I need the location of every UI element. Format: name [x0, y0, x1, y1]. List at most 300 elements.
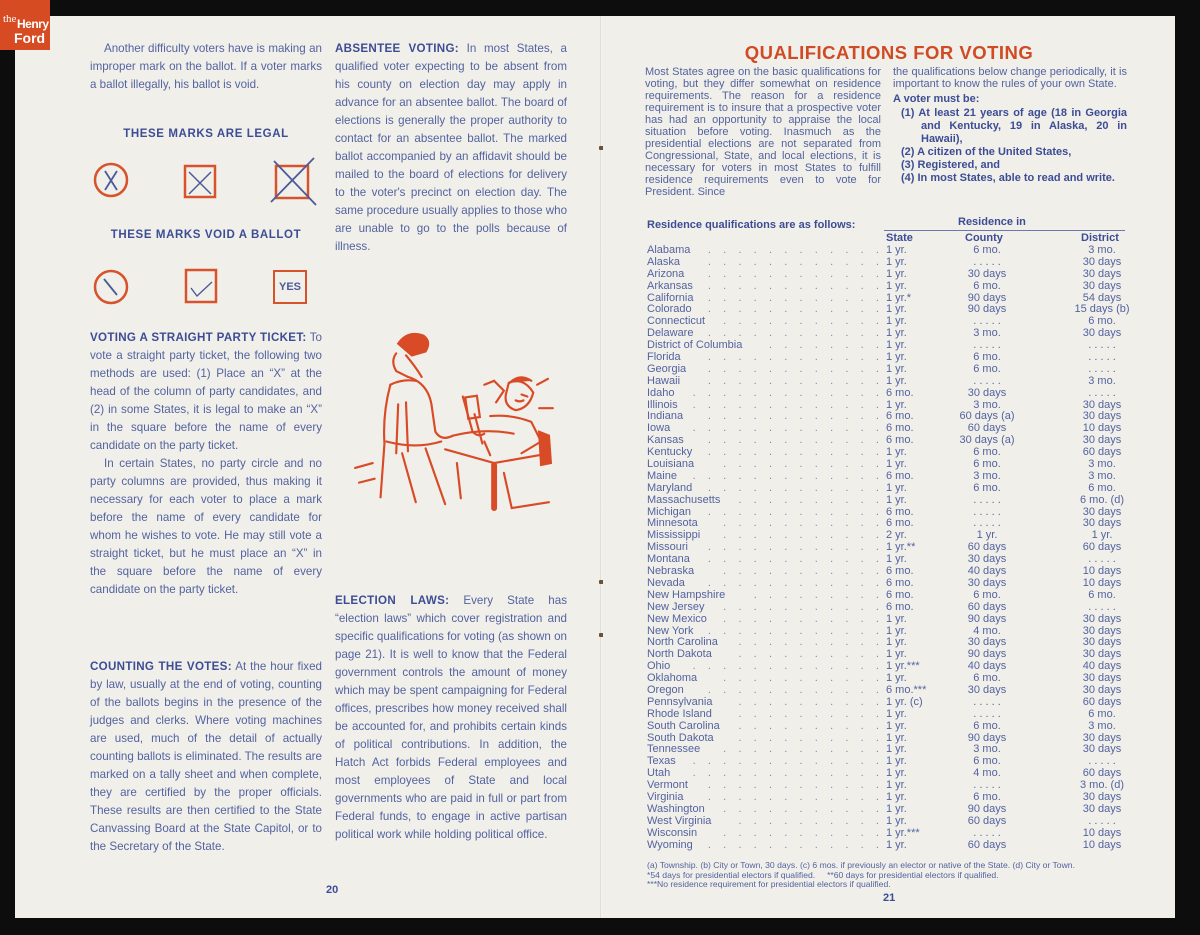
state-name: Oklahoma	[647, 672, 698, 685]
state-residence-value: 6 mo.	[886, 576, 914, 589]
state-residence-value: 1 yr.	[886, 636, 907, 649]
county-residence-value: . . . . .	[973, 315, 1001, 328]
table-row	[647, 376, 1137, 388]
page-20	[15, 16, 602, 918]
leader-dots: . . . . . . . . . .	[738, 494, 879, 506]
table-row	[647, 590, 1137, 602]
state-name: Maine	[647, 469, 677, 482]
state-residence-value: 1 yr.	[886, 719, 907, 732]
state-residence-value: 6 mo.	[886, 422, 914, 435]
leader-dots: . . . . . . . . . . . .	[707, 506, 879, 518]
county-residence-value: . . . . .	[973, 695, 1001, 708]
district-residence-value: 3 mo. (d)	[1079, 779, 1125, 792]
state-residence-value: 1 yr.	[886, 790, 907, 803]
county-residence-value: 30 days	[967, 386, 1007, 399]
logo-ford: Ford	[14, 30, 46, 46]
district-residence-value: 3 mo.	[1088, 244, 1116, 256]
state-residence-value: 6 mo.	[886, 588, 914, 601]
district-residence-value: . . . . .	[1088, 755, 1116, 768]
square-x-mark-icon	[183, 164, 223, 204]
district-residence-value: 30 days	[1082, 802, 1122, 815]
state-residence-value: 1 yr.	[886, 755, 907, 768]
residence-in-header: Residence in	[958, 216, 1026, 228]
county-residence-value: . . . . .	[973, 339, 1001, 352]
intro-left-column: Most States agree on the basic qualifications for voting, but they differ somewhat on residence requirements. The reason for a residence requirement is to insure that a prospective voter has had an opportunity to appraise the local situation before voting. Inasmuch as the presidential elections are not separated from Congressional, State, and local elections, it is necessary for voters in most States to fulfill residence requirements even to vote for President. Since	[645, 66, 881, 198]
state-residence-value: 1 yr.	[886, 707, 907, 720]
district-residence-value: 30 days	[1082, 624, 1122, 637]
election-laws-heading: ELECTION LAWS:	[335, 594, 450, 607]
state-name: Mississippi	[647, 529, 701, 542]
county-residence-value: 6 mo.	[973, 446, 1001, 459]
state-name: Washington	[647, 802, 705, 815]
district-residence-value: 6 mo.	[1088, 315, 1116, 328]
state-name: Nevada	[647, 576, 685, 589]
state-name: New York	[647, 624, 694, 637]
state-name: New Mexico	[647, 612, 707, 625]
state-residence-value: 2 yr.	[886, 529, 907, 542]
district-residence-value: 3 mo.	[1088, 469, 1116, 482]
state-name: Ohio	[647, 660, 671, 673]
state-residence-value: 1 yr.	[886, 398, 907, 411]
state-name: Arkansas	[647, 279, 693, 292]
table-row	[647, 804, 1137, 816]
state-residence-value: 1 yr.	[886, 624, 907, 637]
absentee-column	[335, 40, 567, 256]
state-name: California	[647, 291, 694, 304]
leader-dots: . . . . . . . . . .	[738, 637, 879, 649]
district-residence-value: . . . . .	[1088, 386, 1116, 399]
leader-dots: . . . . . . . . . . . .	[707, 268, 879, 280]
absentee-heading: ABSENTEE VOTING:	[335, 42, 459, 55]
state-name: North Dakota	[647, 648, 712, 661]
counting-votes-body: At the hour fixed by law, usually at the end of voting, counting of the ballots begins in the presence of the judges and clerks. Where voting machines are used, much of the detail of actually counting ballots is eliminated. The results are marked on a tally sheet and when complete, they are certified by the proper officials. These results are then certified to the State Canvassing Board at the State Capitol, or to the Secretary of the State.	[90, 660, 322, 853]
county-residence-value: 6 mo.	[973, 481, 1001, 494]
state-name: Wisconsin	[647, 826, 698, 839]
state-residence-value: 1 yr.	[886, 731, 907, 744]
county-residence-value: . . . . .	[973, 779, 1001, 792]
state-name: Alabama	[647, 244, 691, 256]
district-residence-value: . . . . .	[1088, 553, 1116, 566]
state-name: Wyoming	[647, 838, 693, 851]
district-residence-value: 3 mo.	[1088, 458, 1116, 471]
state-name: Montana	[647, 553, 690, 566]
state-name: New Jersey	[647, 600, 705, 613]
leader-dots: . . . . . . . . . . . .	[707, 245, 879, 256]
state-residence-value: 6 mo.	[886, 434, 914, 447]
yes-label: YES	[278, 281, 301, 293]
state-name: Utah	[647, 767, 671, 780]
state-name: Tennessee	[647, 743, 701, 756]
state-residence-value: 6 mo.	[886, 469, 914, 482]
state-name: New Hampshire	[647, 588, 726, 601]
table-row	[647, 364, 1137, 376]
state-name: Missouri	[647, 541, 688, 554]
state-residence-value: 1 yr.	[886, 303, 907, 316]
header-rule	[884, 230, 1125, 231]
state-name: Iowa	[647, 422, 671, 435]
district-residence-value: . . . . .	[1088, 362, 1116, 375]
district-residence-value: 6 mo.	[1088, 707, 1116, 720]
county-residence-value: 3 mo.	[973, 327, 1001, 340]
state-name: Georgia	[647, 362, 687, 375]
square-yes-mark-icon	[273, 270, 307, 304]
county-residence-value: 60 days (a)	[959, 410, 1015, 423]
county-residence-value: 1 yr.	[976, 529, 998, 542]
counting-votes-column	[90, 658, 322, 856]
state-residence-value: 6 mo.	[886, 386, 914, 399]
leader-dots: . . . . . . . . . . .	[723, 827, 879, 839]
leader-dots: . . . . . . . . . . . .	[707, 280, 879, 292]
leader-dots: . . . . . . . . . . .	[723, 803, 879, 815]
state-name: Illinois	[647, 398, 678, 411]
district-residence-value: . . . . .	[1088, 351, 1116, 364]
county-residence-value: 4 mo.	[973, 624, 1001, 637]
leader-dots: . . . . . . . . . . . . .	[692, 768, 879, 780]
leader-dots: . . . . . . . . . . . . .	[692, 661, 879, 673]
voter-must-be-label: A voter must be:	[893, 93, 980, 105]
state-name: South Carolina	[647, 719, 720, 732]
leader-dots: . . . . . . . . . . .	[723, 673, 879, 685]
district-residence-value: 30 days	[1082, 743, 1122, 756]
absentee-paragraph	[335, 40, 567, 256]
state-name: Oregon	[647, 683, 684, 696]
county-residence-value: 30 days	[967, 553, 1007, 566]
leader-dots: . . . . . . . . . . .	[723, 744, 879, 756]
district-residence-value: 30 days	[1082, 434, 1122, 447]
district-residence-value: 30 days	[1082, 683, 1122, 696]
county-residence-value: . . . . .	[973, 255, 1001, 268]
election-laws-paragraph	[335, 592, 567, 844]
county-residence-value: 90 days	[967, 731, 1007, 744]
footnote-line: ***No residence requirement for presidential electors if qualified.	[647, 879, 891, 889]
state-residence-value: 1 yr.	[886, 339, 907, 352]
state-residence-value: 1 yr.	[886, 672, 907, 685]
district-residence-value: 10 days	[1082, 838, 1122, 851]
state-residence-value: 1 yr.	[886, 244, 907, 256]
leader-dots: . . . . . . . . . . . .	[707, 352, 879, 364]
leader-dots: . . . . . . . . . . . .	[707, 363, 879, 375]
county-residence-value: 90 days	[967, 802, 1007, 815]
state-residence-value: 1 yr.**	[886, 541, 916, 554]
table-row	[647, 697, 1137, 709]
district-residence-value: 30 days	[1082, 279, 1122, 292]
leader-dots: . . . . . . . . . . . .	[707, 684, 879, 696]
footnote-line: (a) Township. (b) City or Town, 30 days. (c) 6 mos. if previously an elector or native of the State. (d) City or Town.	[647, 860, 1075, 870]
district-residence-value: 10 days	[1082, 565, 1122, 578]
table-row	[647, 840, 1137, 852]
straight-ticket-column	[90, 329, 322, 599]
state-residence-value: 1 yr.	[886, 648, 907, 661]
state-residence-value: 1 yr.	[886, 481, 907, 494]
leader-dots: . . . . . . . .	[768, 340, 879, 352]
residence-lead: Residence qualifications are as follows:	[647, 219, 856, 231]
district-residence-value: 54 days	[1082, 291, 1122, 304]
state-name: Indiana	[647, 410, 684, 423]
district-residence-value: 6 mo. (d)	[1079, 493, 1125, 506]
table-row	[647, 495, 1137, 507]
footnote-line: *54 days for presidential electors if qualified. **60 days for presidential electors if qualified.	[647, 869, 999, 880]
district-residence-value: 30 days	[1082, 648, 1122, 661]
leader-dots: . . . . . . . . . .	[738, 815, 879, 827]
county-residence-value: 3 mo.	[973, 398, 1001, 411]
state-name: Kansas	[647, 434, 684, 447]
leader-dots: . . . . . . . . . . .	[723, 613, 879, 625]
district-residence-value: 30 days	[1082, 612, 1122, 625]
state-name: South Dakota	[647, 731, 714, 744]
qualifications-list	[901, 107, 1127, 185]
district-residence-value: 60 days	[1082, 767, 1122, 780]
district-residence-value: 30 days	[1082, 672, 1122, 685]
county-residence-value: 6 mo.	[973, 351, 1001, 364]
column-header-district: District	[1081, 232, 1119, 244]
state-residence-value: 1 yr.***	[886, 660, 920, 673]
void-marks-title: THESE MARKS VOID A BALLOT	[110, 229, 302, 241]
county-residence-value: 3 mo.	[973, 469, 1001, 482]
large-x-over-square-mark-icon	[269, 155, 319, 209]
district-residence-value: . . . . .	[1088, 600, 1116, 613]
state-residence-value: 6 mo.	[886, 410, 914, 423]
state-residence-value: 1 yr. (c)	[886, 695, 923, 708]
state-residence-value: 1 yr.	[886, 767, 907, 780]
table-row	[647, 709, 1137, 721]
county-residence-value: . . . . .	[973, 707, 1001, 720]
county-residence-value: . . . . .	[973, 505, 1001, 518]
state-residence-value: 1 yr.	[886, 255, 907, 268]
intro-paragraph: Another difficulty voters have is making an improper mark on the ballot. If a voter marks a ballot illegally, his ballot is void.	[90, 42, 322, 91]
district-residence-value: 60 days	[1082, 541, 1122, 554]
leader-dots: . . . . . . . . . . . . .	[692, 387, 879, 399]
election-laws-column	[335, 592, 567, 844]
district-residence-value: 30 days	[1082, 731, 1122, 744]
county-residence-value: 30 days	[967, 636, 1007, 649]
state-name: Kentucky	[647, 446, 693, 459]
state-residence-value: 6 mo.	[886, 565, 914, 578]
county-residence-value: 6 mo.	[973, 244, 1001, 256]
table-row	[647, 269, 1137, 281]
logo-henry: Henry	[17, 17, 49, 31]
district-residence-value: 10 days	[1082, 422, 1122, 435]
county-residence-value: 3 mo.	[973, 743, 1001, 756]
leader-dots: . . . . . . . . . .	[738, 732, 879, 744]
county-residence-value: 6 mo.	[973, 458, 1001, 471]
district-residence-value: 30 days	[1082, 790, 1122, 803]
leader-dots: . . . . . . . . .	[753, 589, 879, 601]
state-residence-value: 1 yr.	[886, 362, 907, 375]
county-residence-value: . . . . .	[973, 517, 1001, 530]
table-row	[647, 388, 1137, 400]
election-laws-body: Every State has “election laws” which cover registration and specific qualifications for voting (as shown on page 21). It is well to know that the Federal government controls the amount of money which may be spent campaigning for Federal offices, prescribes how money received shall be accounted for, and prohibits certain kinds of political contributions. In addition, the Hatch Act forbids Federal employees and most employees of State and local governments who are paid in full or part from Federal funds, to engage in active partisan political work while holding political office.	[335, 594, 567, 841]
state-residence-value: 6 mo.	[886, 517, 914, 530]
table-row	[647, 816, 1137, 828]
state-residence-value: 1 yr.	[886, 743, 907, 756]
state-residence-value: 1 yr.	[886, 315, 907, 328]
table-row	[647, 614, 1137, 626]
state-name: Alaska	[647, 255, 681, 268]
leader-dots: . . . . . . . . . . .	[723, 566, 879, 578]
qualification-item: (1) At least 21 years of age (18 in Georgia and Kentucky, 19 in Alaska, 20 in Hawaii),	[901, 107, 1127, 145]
county-residence-value: 6 mo.	[973, 279, 1001, 292]
state-name: Idaho	[647, 386, 675, 399]
county-residence-value: 6 mo.	[973, 362, 1001, 375]
state-name: Minnesota	[647, 517, 698, 530]
state-name: Florida	[647, 351, 681, 364]
state-residence-value: 1 yr.	[886, 351, 907, 364]
counting-votes-heading: COUNTING THE VOTES:	[90, 660, 232, 673]
henry-ford-logo	[0, 0, 50, 50]
page-number-21: 21	[883, 892, 896, 904]
district-residence-value: 10 days	[1082, 576, 1122, 589]
state-residence-value: 1 yr.	[886, 612, 907, 625]
leader-dots: . . . . . . . . . . . .	[707, 328, 879, 340]
table-row	[647, 721, 1137, 733]
state-residence-value: 1 yr.	[886, 327, 907, 340]
state-residence-value: 6 mo.	[886, 505, 914, 518]
qualification-item: (3) Registered, and	[901, 159, 1001, 171]
district-residence-value: . . . . .	[1088, 339, 1116, 352]
state-residence-value: 1 yr.	[886, 802, 907, 815]
leader-dots: . . . . . . . . . . . .	[707, 375, 879, 387]
leader-dots: . . . . . . . . . . . .	[707, 542, 879, 554]
state-residence-value: 6 mo.***	[886, 683, 927, 696]
county-residence-value: 90 days	[967, 648, 1007, 661]
state-residence-value: 1 yr.	[886, 838, 907, 851]
district-residence-value: 60 days	[1082, 446, 1122, 459]
leader-dots: . . . . . . . . . . . .	[707, 256, 879, 268]
state-name: Louisiana	[647, 458, 695, 471]
county-residence-value: 4 mo.	[973, 767, 1001, 780]
state-name: District of Columbia	[647, 339, 743, 352]
county-residence-value: 6 mo.	[973, 719, 1001, 732]
district-residence-value: 30 days	[1082, 636, 1122, 649]
leader-dots: . . . . . . . . . . .	[723, 530, 879, 542]
county-residence-value: 90 days	[967, 612, 1007, 625]
state-residence-value: 1 yr.	[886, 814, 907, 827]
state-residence-value: 1 yr.	[886, 267, 907, 280]
leader-dots: . . . . . . . . . .	[738, 649, 879, 661]
leader-dots: . . . . . . . . . . . .	[707, 780, 879, 792]
district-residence-value: 30 days	[1082, 517, 1122, 530]
state-name: Arizona	[647, 267, 685, 280]
state-name: Connecticut	[647, 315, 706, 328]
county-residence-value: 30 days	[967, 576, 1007, 589]
district-residence-value: 6 mo.	[1088, 481, 1116, 494]
county-residence-value: 6 mo.	[973, 588, 1001, 601]
state-residence-value: 1 yr.	[886, 553, 907, 566]
square-check-mark-icon	[184, 268, 224, 308]
column-header-county: County	[965, 232, 1003, 244]
district-residence-value: 30 days	[1082, 255, 1122, 268]
logo-the: the	[3, 13, 17, 25]
state-name: West Virginia	[647, 814, 712, 827]
state-residence-value: 1 yr.	[886, 279, 907, 292]
county-residence-value: 60 days	[967, 422, 1007, 435]
district-residence-value: 30 days	[1082, 267, 1122, 280]
state-name: Pennsylvania	[647, 695, 713, 708]
footnotes	[647, 861, 1147, 890]
leader-dots: . . . . . . . . . . . .	[707, 447, 879, 459]
straight-ticket-heading: VOTING A STRAIGHT PARTY TICKET:	[90, 331, 307, 344]
leader-dots: . . . . . . . . . .	[738, 720, 879, 732]
state-name: Nebraska	[647, 565, 695, 578]
column-header-state: State	[886, 232, 913, 244]
legal-marks-title: THESE MARKS ARE LEGAL	[123, 128, 289, 140]
state-name: Colorado	[647, 303, 692, 316]
county-residence-value: 30 days	[967, 683, 1007, 696]
district-residence-value: 10 days	[1082, 826, 1122, 839]
leader-dots: . . . . . . . . . . . .	[707, 435, 879, 447]
absentee-body: In most States, a qualified voter expecting to be absent from his county on election day may apply in advance for an absentee ballot. The board of elections is generally the proper authority to contact for an absentee ballot. The marked ballot accompanied by an affidavit should be mailed to the board of elections for delivery to the voter's precinct on election day. The same procedure usually applies to those who are unable to go to the polls because of illness.	[335, 42, 568, 253]
state-residence-value: 1 yr.	[886, 446, 907, 459]
district-residence-value: 30 days	[1082, 410, 1122, 423]
county-residence-value: 90 days	[967, 291, 1007, 304]
state-name: Delaware	[647, 327, 694, 340]
district-residence-value: 1 yr.	[1091, 529, 1113, 542]
state-name: Maryland	[647, 481, 693, 494]
counting-votes-paragraph	[90, 658, 322, 856]
county-residence-value: 30 days (a)	[959, 434, 1015, 447]
table-row	[647, 602, 1137, 614]
leader-dots: . . . . . . . . . . . .	[707, 304, 879, 316]
leader-dots: . . . . . . . . . . . . .	[692, 756, 879, 768]
leader-dots: . . . . . . . . . . . . .	[692, 470, 879, 482]
leader-dots: . . . . . . . . . . . .	[707, 411, 879, 423]
state-residence-value: 1 yr.	[886, 779, 907, 792]
table-row	[647, 483, 1137, 495]
county-residence-value: 6 mo.	[973, 790, 1001, 803]
state-name: Rhode Island	[647, 707, 712, 720]
county-residence-value: 60 days	[967, 838, 1007, 851]
state-residence-value: 1 yr.	[886, 374, 907, 387]
state-residence-value: 6 mo.	[886, 600, 914, 613]
state-name: Hawaii	[647, 374, 681, 387]
district-residence-value: 40 days	[1082, 660, 1122, 673]
leader-dots: . . . . . . . . . . . . .	[692, 423, 879, 435]
nurse-and-patient-illustration	[345, 326, 560, 512]
residence-table	[647, 245, 1137, 851]
intro-column	[90, 40, 322, 94]
county-residence-value: 60 days	[967, 541, 1007, 554]
county-residence-value: 60 days	[967, 600, 1007, 613]
leader-dots: . . . . . . . . . . .	[723, 316, 879, 328]
district-residence-value: . . . . .	[1088, 814, 1116, 827]
intro-right-column	[893, 66, 1127, 185]
state-name: North Carolina	[647, 636, 718, 649]
county-residence-value: 40 days	[967, 660, 1007, 673]
county-residence-value: . . . . .	[973, 826, 1001, 839]
leader-dots: . . . . . . . . . .	[738, 708, 879, 720]
state-residence-value: 1 yr.	[886, 458, 907, 471]
district-residence-value: 60 days	[1082, 695, 1122, 708]
county-residence-value: 40 days	[967, 565, 1007, 578]
state-residence-value: 1 yr.***	[886, 826, 920, 839]
leader-dots: . . . . . . . . . . . .	[707, 791, 879, 803]
county-residence-value: 6 mo.	[973, 672, 1001, 685]
county-residence-value: 6 mo.	[973, 755, 1001, 768]
leader-dots: . . . . . . . . . . .	[723, 459, 879, 471]
district-residence-value: 30 days	[1082, 327, 1122, 340]
state-name: Michigan	[647, 505, 692, 518]
straight-ticket-paragraph	[90, 329, 322, 455]
district-residence-value: 6 mo.	[1088, 588, 1116, 601]
qualification-item: (2) A citizen of the United States,	[901, 146, 1072, 158]
county-residence-value: 60 days	[967, 814, 1007, 827]
state-name: Virginia	[647, 790, 684, 803]
leader-dots: . . . . . . . . . .	[738, 696, 879, 708]
table-row	[647, 828, 1137, 840]
state-name: Texas	[647, 755, 676, 768]
state-name: Massachusetts	[647, 493, 721, 506]
page-21	[603, 16, 1175, 918]
